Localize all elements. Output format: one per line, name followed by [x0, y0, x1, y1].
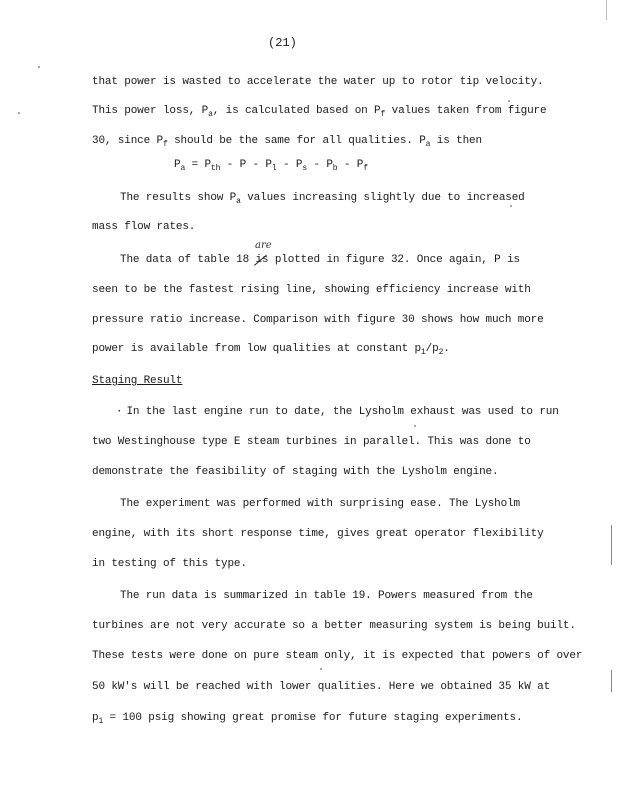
- text-line-6: The data of table 18 is plotted in figure 32. Once again, P is: [120, 254, 520, 266]
- scan-speck: [320, 668, 322, 670]
- text-line-12: demonstrate the feasibility of staging with the Lysholm engine.: [92, 466, 499, 478]
- text-line-17: turbines are not very accurate so a better measuring system is being built.: [92, 620, 576, 632]
- text-line-11: two Westinghouse type E steam turbines in parallel. This was done to: [92, 436, 531, 448]
- section-heading: Staging Result: [92, 375, 183, 387]
- struck-word: is: [255, 254, 269, 266]
- scan-speck: [38, 66, 40, 68]
- text-line-18: These tests were done on pure steam only, it is expected that powers of over: [92, 650, 583, 662]
- text-line-14: engine, with its short response time, gives great operator flexibility: [92, 528, 544, 540]
- scan-edge-mark: [611, 670, 612, 692]
- scan-speck: [510, 205, 512, 207]
- text-line-3: 30, since $P_f$ should be the same for all qualities. $P_a$ is then: [92, 135, 482, 149]
- text-line-13: The experiment was performed with surprising ease. The Lysholm: [120, 498, 520, 510]
- scan-speck: [508, 100, 510, 102]
- text-line-15: in testing of this type.: [92, 558, 247, 570]
- scan-edge-mark: [611, 525, 612, 565]
- equation: $P_a = P_{th} - P - P_l - P_s - P_b - P_f$: [174, 159, 368, 173]
- text-line-2: This power loss, $P_a$, is calculated based on $P_f$ values taken from figure: [92, 105, 547, 119]
- text-line-16: The run data is summarized in table 19. Powers measured from the: [120, 590, 533, 602]
- page-number: (21): [268, 36, 297, 50]
- text-line-5: mass flow rates.: [92, 221, 196, 233]
- text-line-10: · In the last engine run to date, the Lysholm exhaust was used to run: [116, 406, 559, 418]
- text-line-7: seen to be the fastest rising line, showing efficiency increase with: [92, 284, 531, 296]
- scan-speck: [414, 425, 416, 427]
- scan-edge-mark: [606, 0, 607, 20]
- text-line-19: 50 kW's will be reached with lower qualities. Here we obtained 35 kW at: [92, 681, 551, 693]
- text-line-20: $p_1 = 100$ psig showing great promise for future staging experiments.: [92, 712, 523, 726]
- text-line-4: The results show $P_a$ values increasing slightly due to increased: [120, 192, 525, 206]
- handwritten-insert: are: [255, 240, 272, 251]
- text-line-1: that power is wasted to accelerate the water up to rotor tip velocity.: [92, 76, 544, 88]
- text-line-8: pressure ratio increase. Comparison with figure 30 shows how much more: [92, 314, 544, 326]
- scan-speck: [18, 112, 20, 114]
- text-line-9: power is available from low qualities at constant $p_1/p_2$.: [92, 343, 450, 357]
